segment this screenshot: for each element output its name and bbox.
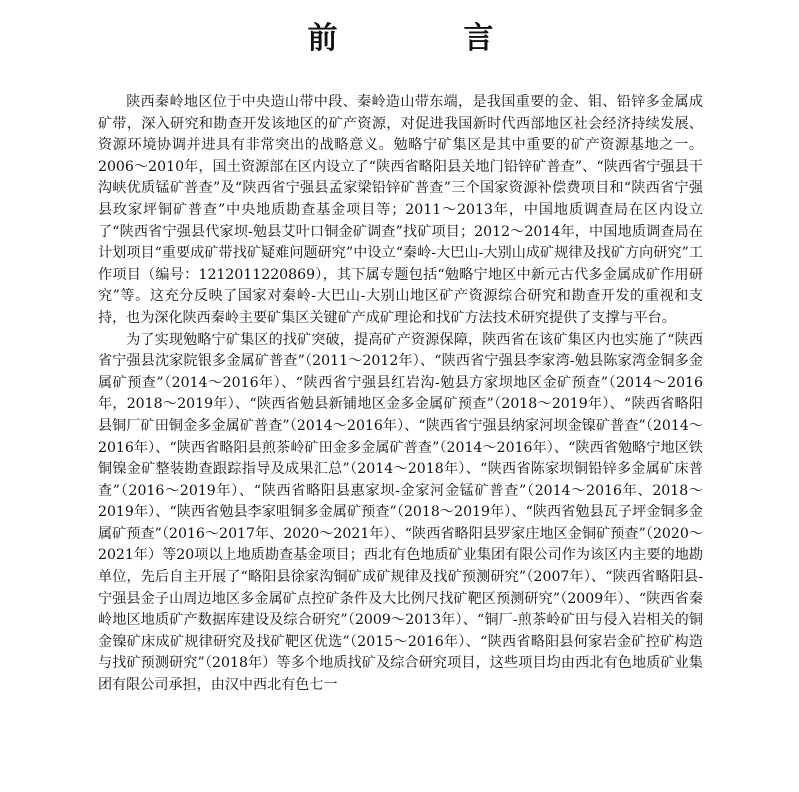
body-text (98, 92, 703, 697)
paragraph-2: 为了实现勉略宁矿集区的找矿突破，提高矿产资源保障，陕西省在该矿集区内也实施了“陕西省宁强县沈家院银多金属矿普查”（2011～2012年）、“陕西省宁强县李家湾-勉县陈家湾金铜多金属矿预查”（2014～2016年）、“陕西省宁强县红岩沟-勉县方家坝地区金矿预查”（2014～2016年，2018～2019年）、“陕西省勉县新铺地区金多金属矿预查”（2018～2019年）、“陕西省略阳县铜厂矿田铜金多金属矿普查”（2014～2016年）、“陕西省宁强县纳家河坝金镍矿普查”（2014～2016年）、“陕西省略阳县煎茶岭矿田金多金属矿普查”（2014～2016年）、“陕西省勉略宁地区铁铜镍金矿整装勘查跟踪指导及成果汇总”（2014～2018年）、“陕西省陈家坝铜铅锌多金属矿床普查”（2016～2019年）、“陕西省略阳县惠家坝-金家河金锰矿普查”（2014～2016年、2018～2019年）、“陕西省勉县李家咀铜多金属矿预查”（2018～2019年）、“陕西省勉县瓦子坪金铜多金属矿预查”（2016～2017年、2020～2021年）、“陕西省略阳县罗家庄地区金铜矿预查”（2020～2021年）等20项以上地质勘查基金项目；西北有色地质矿业集团有限公司作为该区内主要的地勘单位，先后自主开展了“略阳县徐家沟铜矿成矿规律及找矿预测研究”（2007年）、“陕西省略阳县-宁强县金子山周边地区多金属矿点控矿条件及大比例尺找矿靶区预测研究”（2009年）、“陕西省秦岭地区地质矿产数据库建设及综合研究”（2009～2013年）、“铜厂-煎茶岭矿田与侵入岩相关的铜金镍矿床成矿规律研究及找矿靶区优选”（2015～2016年）、“陕西省略阳县何家岩金矿控矿构造与找矿预测研究”（2018年）等多个地质找矿及综合研究项目，这些项目均由西北有色地质矿业集团有限公司承担，由汉中西北有色七一 (98, 331, 703, 694)
paragraph-1: 陕西秦岭地区位于中央造山带中段、秦岭造山带东端，是我国重要的金、钼、铅锌多金属成矿带，深入研究和勘查开发该地区的矿产资源，对促进我国新时代西部地区社会经济持续发展、资源环境协调并进具有非常突出的战略意义。勉略宁矿集区是其中重要的矿产资源基地之一。2006～2010年，国土资源部在区内设立了“陕西省略阳县关地门铅锌矿普查”、“陕西省宁强县干沟峡优质锰矿普查”及“陕西省宁强县孟家梁铅锌矿普查”三个国家资源补偿费项目和“陕西省宁强县玫家坪铜矿普查”中央地质勘查基金项目等；2011～2013年，中国地质调查局在区内设立了“陕西省宁强县代家坝-勉县艾叶口铜金矿调查”找矿项目；2012～2014年，中国地质调查局在计划项目“重要成矿带找矿疑难问题研究”中设立“秦岭-大巴山-大别山成矿规律及找矿方向研究”工作项目（编号：1212011220869），其下属专题包括“勉略宁地区中新元古代多金属成矿作用研究”等。这充分反映了国家对秦岭-大巴山-大别山地区矿产资源综合研究和勘查开发的重视和支持，也为深化陕西秦岭主要矿集区关键矿产成矿理论和找矿方法技术研究提供了支撑与平台。 (98, 94, 703, 326)
page-title: 前 言 (307, 21, 542, 56)
document-page (0, 16, 799, 792)
